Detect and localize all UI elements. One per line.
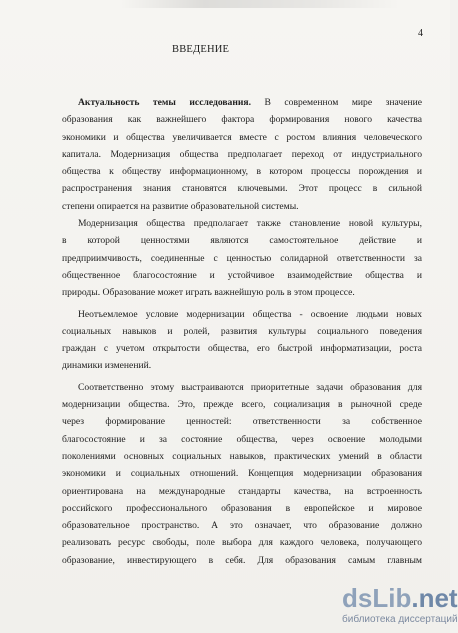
watermark-logo [342,585,458,611]
watermark-logo-suffix: .net [411,583,458,613]
paragraph-4-line: образование, инвестирующего в себя. Для образования самым главным [62,554,422,566]
paragraph-2-line: Модернизация общества предполагает также становление новой культуры, [78,218,422,230]
paragraph-2-line: предприимчивость, соединенные с ценностью солидарной ответственности за [62,252,422,264]
paragraph-2-line: в которой ценностями являются самостоятельное действие и [62,235,422,247]
paragraph-4-line: через формирование ценностей: ответственности за собственное [62,416,422,428]
paragraph-4-line: российского профессионального образования в европейское и мировое [62,502,422,514]
paragraph-4-line: благосостояние и за состояние общества, через освоение молодыми [62,433,422,445]
lead-bold-text: Актуальность темы исследования. [78,97,251,108]
paragraph-3-line: граждан с учетом открытости общества, его быстрой информатизации, роста [62,343,422,355]
paragraph-4-line: Соответственно этому выстраиваются приоритетные задачи образования для [78,381,422,393]
paragraph-1-line: распространения знания становятся ключевыми. Этот процесс в сильной [62,183,422,195]
paragraph-4-line: поколениями основных социальных навыков, практических умений в области [62,450,422,462]
paragraph-1-line: общества к обществу информационному, в котором процессы порождения и [62,166,422,178]
paragraph-4-line: модернизации общества. Это, прежде всего, социализация в рыночной среде [62,399,422,411]
paragraph-4-line: ориентирована на международные стандарты качества, на встроенность [62,485,422,497]
paragraph-2-line: общественное благосостояние и устойчивое взаимодействие общества и [62,269,422,281]
paragraph-1-line: экономики и общества увеличивается вместе с ростом влияния человеческого [62,131,422,143]
paragraph-3-line: социальных навыков и ролей, развития культуры социального поведения [62,325,422,337]
page-number: 4 [418,28,423,39]
paragraph-4-line: экономики и социальных отношений. Концепция модернизации образования [62,468,422,480]
paragraph-4-line: реализовать ресурс свободы, поле выбора для каждого человека, получающего [62,537,422,549]
paragraph-3-line: Неотъемлемое условие модернизации общества - освоение людьми новых [78,308,422,320]
paragraph-1-line-1 [62,94,422,111]
section-heading: ВВЕДЕНИЕ [172,44,230,55]
watermark [342,583,458,629]
lead-rest-text: В современном мире значение [251,97,422,108]
watermark-logo-main: dsLib [342,583,412,613]
scan-shadow [120,0,400,8]
paragraph-1-line: капитала. Модернизация общества предполагает переход от индустриального [62,148,422,160]
paragraph-1-line: степени опирается на развитие образовательной системы. [62,200,299,212]
document-body [62,94,422,569]
watermark-tagline: библиотека диссертаций [342,614,458,625]
paragraph-3-line: динамики изменений. [62,360,152,372]
paragraph-2-line: природы. Образование может играть важнейшую роль в этом процессе. [62,287,355,299]
paragraph-1-line: образования как важнейшего фактора формирования нового качества [62,114,422,126]
paragraph-4-line: образовательное пространство. А это означает, что образование должно [62,520,422,532]
